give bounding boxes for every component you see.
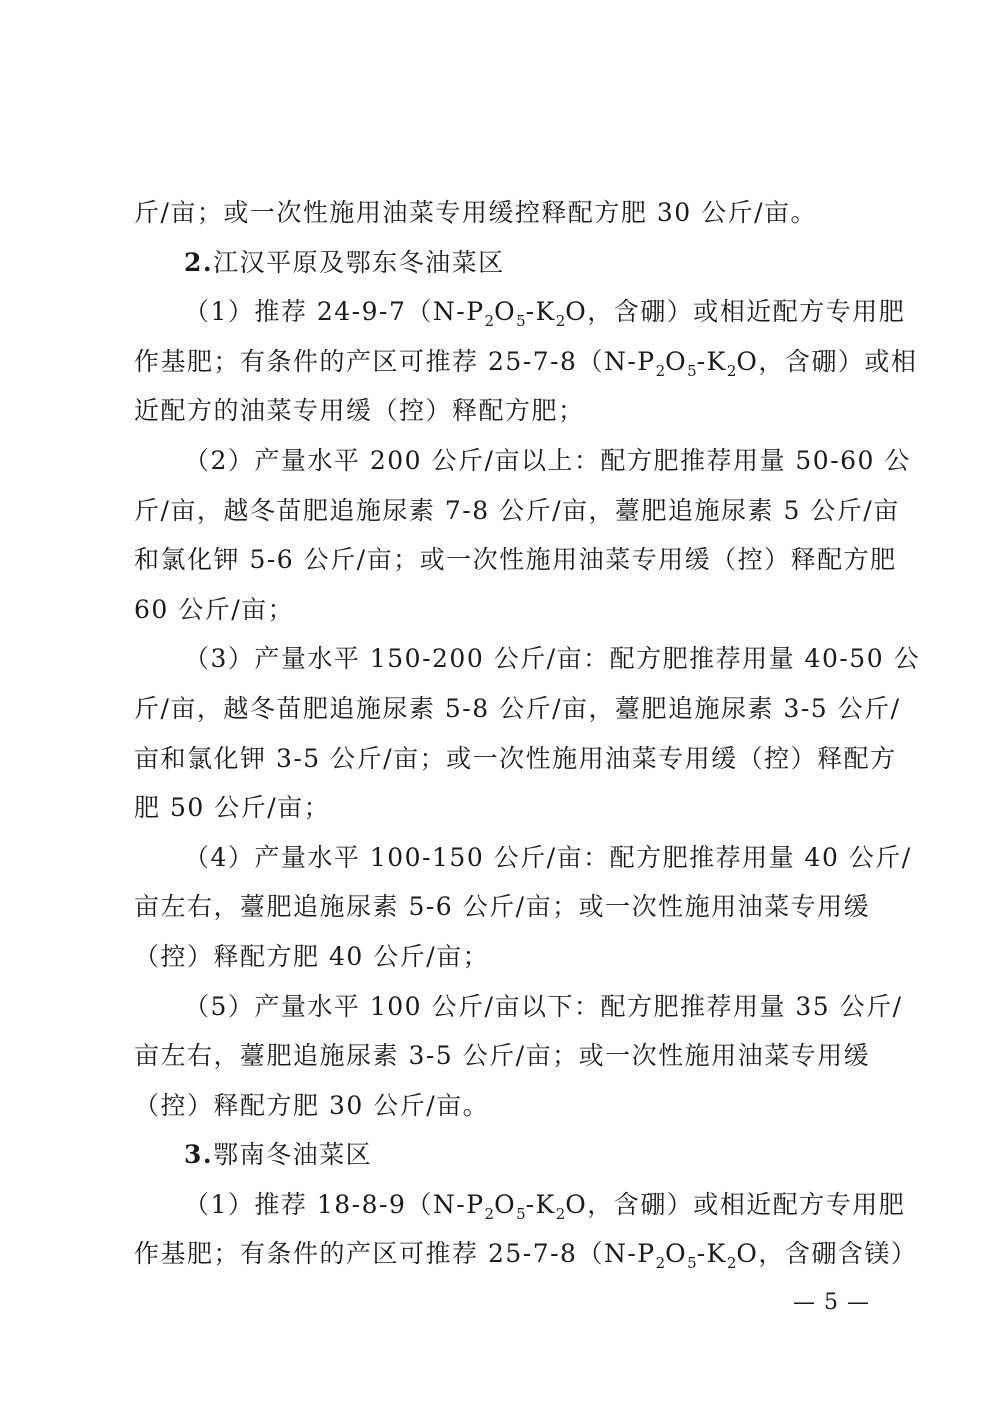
text-line: （2）产量水平 200 公斤/亩以上：配方肥推荐用量 50-60 公	[184, 445, 911, 475]
text-line: 亩左右，薹肥追施尿素 5-6 公斤/亩；或一次性施用油菜专用缓	[134, 892, 871, 922]
text-line: （5）产量水平 100 公斤/亩以下：配方肥推荐用量 35 公斤/	[184, 991, 903, 1021]
text-line: 近配方的油菜专用缓（控）释配方肥；	[134, 396, 585, 426]
text-line: （1）推荐 $24-9-7(N-P_2O_5-K_2O$，含硼）或相近配方专用肥	[184, 297, 906, 331]
page-number: — 5 —	[793, 1290, 870, 1315]
text-line: （控）释配方肥 40 公斤/亩；	[134, 941, 490, 971]
text-line: 作基肥；有条件的产区可推荐 $25-7-8(N-P_2O_5-K_2O$，含硼）或相	[134, 346, 918, 380]
text-line: 亩左右，薹肥追施尿素 3-5 公斤/亩；或一次性施用油菜专用缓	[134, 1041, 871, 1071]
text-line: 肥 50 公斤/亩；	[134, 793, 331, 823]
text-line: 作基肥；有条件的产区可推荐 $25-7-8(N-P_2O_5-K_2O$，含硼含镁）	[134, 1239, 918, 1273]
text-line: （控）释配方肥 30 公斤/亩。	[134, 1090, 490, 1120]
section-heading-2	[134, 238, 870, 288]
text-line: 60 公斤/亩；	[134, 594, 295, 624]
heading-text: 江汉平原及鄂东冬油菜区	[213, 247, 505, 277]
heading-number: 2.	[184, 247, 214, 277]
text-line: 亩和氯化钾 3-5 公斤/亩；或一次性施用油菜专用缓（控）释配方	[134, 743, 897, 773]
text-line: 斤/亩，越冬苗肥追施尿素 5-8 公斤/亩，薹肥追施尿素 3-5 公斤/	[134, 693, 901, 723]
text-line: （4）产量水平 100-150 公斤/亩：配方肥推荐用量 40 公斤/	[184, 842, 912, 872]
document-body	[134, 188, 921, 1279]
text-line: 斤/亩；或一次性施用油菜专用缓控释配方肥 30 公斤/亩。	[134, 198, 818, 227]
text-line: 和氯化钾 5-6 公斤/亩；或一次性施用油菜专用缓（控）释配方肥	[134, 545, 897, 575]
heading-number: 3.	[184, 1140, 214, 1170]
text-line: （1）推荐 $18-8-9(N-P_2O_5-K_2O$，含硼）或相近配方专用肥	[184, 1189, 906, 1223]
text-line: （3）产量水平 150-200 公斤/亩：配方肥推荐用量 40-50 公	[184, 644, 921, 674]
text-line: 斤/亩，越冬苗肥追施尿素 7-8 公斤/亩，薹肥追施尿素 5 公斤/亩	[134, 495, 900, 525]
heading-text: 鄂南冬油菜区	[213, 1140, 373, 1170]
section-heading-3	[134, 1130, 870, 1180]
